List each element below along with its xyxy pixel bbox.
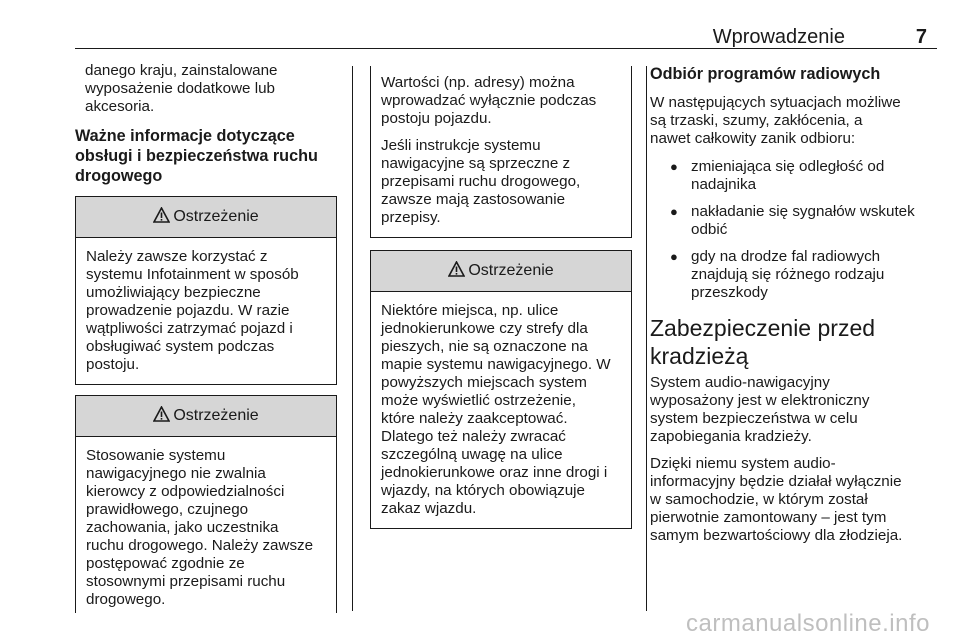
text-line: Jeśli instrukcje systemu	[381, 137, 541, 154]
heading-line: Zabezpieczenie przed	[650, 315, 876, 341]
warning-header	[76, 396, 336, 437]
text-line: prawidłowego, czujnego	[86, 501, 249, 518]
page-header	[75, 22, 937, 49]
text-line: akcesoria.	[85, 98, 155, 115]
text-line: nawet całkowity zanik odbioru:	[650, 130, 856, 147]
text-line: obsługiwać system podczas	[86, 338, 275, 355]
page-number: 7	[915, 26, 927, 48]
bullet-icon: ●	[670, 204, 678, 219]
text-line: wątpliwości zatrzymać pojazd i	[86, 320, 293, 337]
warning-label: Ostrzeżenie	[468, 262, 554, 279]
intro-paragraph	[650, 94, 932, 148]
text-line: zawsze mają zastosowanie	[381, 191, 566, 208]
text-line: przepisy.	[381, 209, 441, 226]
column-divider	[646, 66, 647, 611]
text-line: kierowcy z odpowiedzialności	[86, 483, 285, 500]
text-line: nadajnika	[691, 176, 757, 193]
text-line: zmieniająca się odległość od	[691, 158, 885, 175]
warning-label: Ostrzeżenie	[173, 407, 259, 424]
heading-line: kradzieżą	[650, 343, 749, 369]
warning-body	[76, 437, 336, 613]
bullet-icon: ●	[670, 159, 678, 174]
text-line: systemu Infotainment w sposób	[86, 266, 299, 283]
text-line: prowadzenie pojazdu. W razie	[86, 302, 290, 319]
warning-triangle-icon	[153, 406, 173, 427]
bullet-list	[650, 158, 932, 302]
paragraph	[650, 374, 932, 446]
text-line: ruchu drogowego. Należy zawsze	[86, 537, 314, 554]
text-line: Należy zawsze korzystać z	[86, 248, 268, 265]
warning-triangle-icon	[448, 261, 468, 282]
text-line: Wartości (np. adresy) można	[381, 74, 575, 91]
text-line: System audio-nawigacyjny	[650, 374, 830, 391]
text-line: postoju.	[86, 356, 140, 373]
text-line: nawigacyjnego nie zwalnia	[86, 465, 266, 482]
text-line: jednokierunkowe oraz inne drogi i	[381, 464, 608, 481]
warning-header	[371, 251, 631, 292]
text-line: Niektóre miejsca, np. ulice	[381, 302, 559, 319]
text-line: nawigacyjne są sprzeczne z	[381, 155, 571, 172]
text-line: postępować zgodnie ze	[86, 555, 245, 572]
page-title: Wprowadzenie	[712, 26, 845, 48]
text-line: gdy na drodze fal radiowych	[691, 248, 881, 265]
text-line: zapobiegania kradzieży.	[650, 428, 812, 445]
column-middle	[370, 66, 632, 529]
text-line: wprowadzać wyłącznie podczas	[381, 92, 597, 109]
paragraph	[650, 455, 932, 545]
column-left	[75, 62, 337, 613]
list-item	[650, 248, 932, 302]
text-line: Dzięki niemu system audio-	[650, 455, 836, 472]
text-line: może wyświetlić ostrzeżenie,	[381, 392, 576, 409]
text-line: zakaz wjazdu.	[381, 500, 477, 517]
text-line: nakładanie się sygnałów wskutek	[691, 203, 915, 220]
bullet-icon: ●	[670, 249, 678, 264]
text-line: jednokierunkowe czy strefy dla	[381, 320, 588, 337]
text-line: informacyjny będzie działał wyłącznie	[650, 473, 902, 490]
warning-box	[370, 250, 632, 529]
intro-paragraph	[75, 62, 337, 116]
text-line: znajdują się różnego rodzaju	[691, 266, 885, 283]
text-line: powyższych miejscach system	[381, 374, 587, 391]
column-divider	[352, 66, 353, 611]
text-line: drogowego.	[86, 591, 166, 608]
text-line: wjazdy, na których obowiązuje	[381, 482, 586, 499]
warning-box	[75, 196, 337, 385]
text-line: stosownymi przepisami ruchu	[86, 573, 286, 590]
heading-line: obsługi i bezpieczeństwa ruchu	[75, 147, 318, 165]
text-line: w samochodzie, w którym został	[650, 491, 868, 508]
watermark: carmanualsonline.info	[686, 610, 930, 637]
warning-header	[76, 197, 336, 238]
continued-warning-box	[370, 66, 632, 238]
text-line: które należy zaakceptować.	[381, 410, 568, 427]
chapter-heading	[650, 314, 932, 370]
text-line: Stosowanie systemu	[86, 447, 226, 464]
heading-line: drogowego	[75, 167, 163, 185]
warning-body	[76, 238, 336, 384]
text-line: umożliwiający bezpieczne	[86, 284, 261, 301]
text-line: mapie systemu nawigacyjnego. W	[381, 356, 611, 373]
text-line: wyposażenie dodatkowe lub	[85, 80, 275, 97]
text-line: odbić	[691, 221, 728, 238]
text-line: danego kraju, zainstalowane	[85, 62, 278, 79]
text-line: samym bezwartościowy dla złodzieja.	[650, 527, 903, 544]
text-line: Dlatego też należy zwracać	[381, 428, 566, 445]
text-line: pieszych, nie są oznaczone na	[381, 338, 588, 355]
text-line: wyposażony jest w elektroniczny	[650, 392, 870, 409]
warning-triangle-icon	[153, 207, 173, 228]
text-line: postoju pojazdu.	[381, 110, 492, 127]
text-line: szczególną uwagę na ulice	[381, 446, 563, 463]
section-heading	[75, 126, 337, 186]
text-line: przepisami ruchu drogowego,	[381, 173, 581, 190]
text-line: system bezpieczeństwa w celu	[650, 410, 858, 427]
text-line: zachowania, jako uczestnika	[86, 519, 279, 536]
text-line: są trzaski, szumy, zakłócenia, a	[650, 112, 863, 129]
text-line: pierwotnie zamontowany – jest tym	[650, 509, 887, 526]
text-line: przeszkody	[691, 284, 768, 301]
list-item	[650, 203, 932, 239]
text-line: W następujących sytuacjach możliwe	[650, 94, 901, 111]
section-heading: Odbiór programów radiowych	[650, 65, 881, 83]
warning-box	[75, 395, 337, 613]
warning-label: Ostrzeżenie	[173, 208, 259, 225]
column-right	[650, 62, 932, 545]
list-item	[650, 158, 932, 194]
heading-line: Ważne informacje dotyczące	[75, 127, 295, 145]
warning-body	[371, 292, 631, 528]
